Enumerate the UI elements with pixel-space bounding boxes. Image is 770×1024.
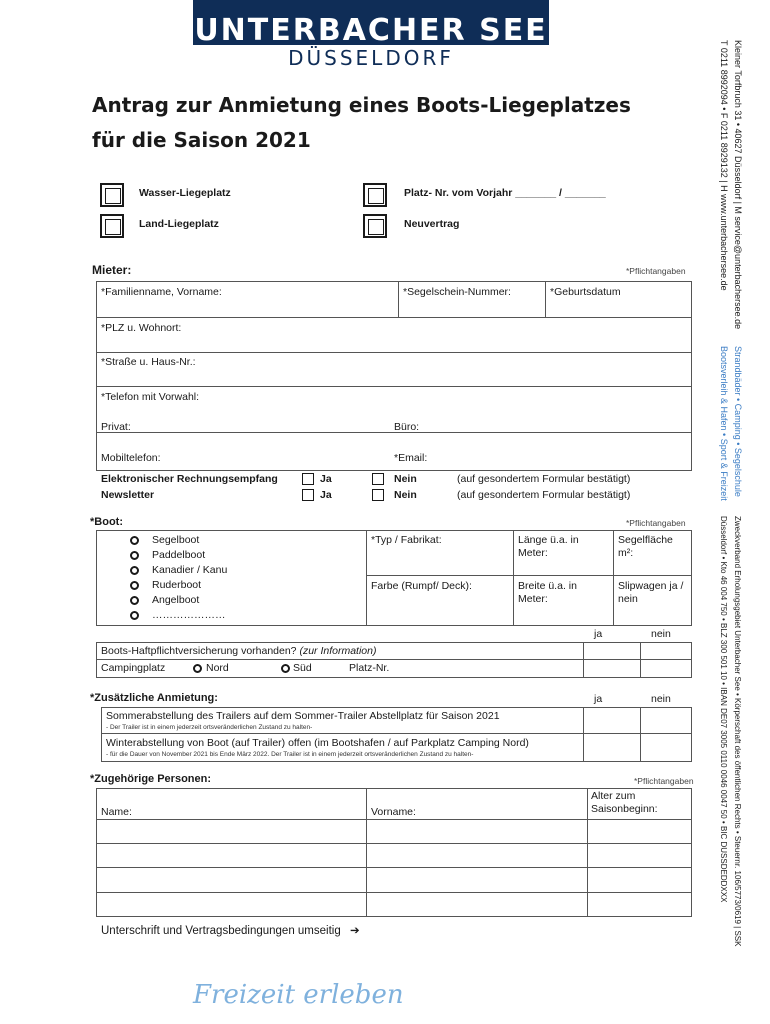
familienname-field[interactable]: *Familienname, Vorname: <box>101 286 222 298</box>
newsletter-note: (auf gesondertem Formular bestätigt) <box>457 489 631 501</box>
footer-slogan: Freizeit erleben <box>193 980 404 1010</box>
arrow-right-icon: ➔ <box>349 925 360 937</box>
zusatz-nein-header: nein <box>651 693 671 705</box>
boot-nein-header: nein <box>651 628 671 640</box>
rechnung-note: (auf gesondertem Formular bestätigt) <box>457 473 631 485</box>
land-label: Land-Liegeplatz <box>139 218 219 230</box>
logo-text: UNTERBACHER SEE <box>194 13 548 48</box>
divider <box>513 530 514 626</box>
divider <box>96 892 692 893</box>
paddelboot-radio[interactable] <box>130 551 139 560</box>
sommer-note: - Der Trailer ist in einem jederzeit ortsveränderlichen Zustand zu halten- <box>106 724 313 731</box>
divider <box>398 281 399 317</box>
divider <box>366 575 692 576</box>
newsletter-ja-checkbox[interactable] <box>302 489 314 501</box>
divider <box>96 386 692 387</box>
mieter-box <box>96 281 692 471</box>
farbe-field[interactable]: Farbe (Rumpf/ Deck): <box>371 580 472 592</box>
rechnung-ja-checkbox[interactable] <box>302 473 314 485</box>
sidebar-services-2: Bootsverleih & Hafen • Sport & Freizeit <box>719 346 729 501</box>
page-subtitle: für die Saison 2021 <box>92 128 311 152</box>
sommer-label: Sommerabstellung des Trailers auf dem Sommer-Trailer Abstellplatz für Saison 2021 <box>106 710 500 722</box>
newsletter-label: Newsletter <box>101 489 155 501</box>
personen-heading: *Zugehörige Personen: <box>90 773 212 785</box>
segelschein-field[interactable]: *Segelschein-Nummer: <box>403 286 511 298</box>
newsletter-nein-label: Nein <box>394 489 417 501</box>
rechnung-nein-checkbox[interactable] <box>372 473 384 485</box>
neuvertrag-label: Neuvertrag <box>404 218 460 230</box>
sued-label: Süd <box>293 662 312 674</box>
divider <box>96 317 692 318</box>
boot-required-note: *Pflichtangaben <box>626 518 686 528</box>
divider <box>640 642 641 678</box>
nord-radio[interactable] <box>193 664 202 673</box>
divider <box>96 843 692 844</box>
boat-type-item: Paddelboot <box>152 549 206 561</box>
zusatz-heading: *Zusätzliche Anmietung: <box>90 692 218 704</box>
divider <box>583 642 584 678</box>
other-boat-radio[interactable] <box>130 611 139 620</box>
divider <box>545 281 546 317</box>
personen-alter-header: Alter zum Saisonbeginn: <box>591 790 658 815</box>
haftpflicht-label: Boots-Haftpflichtversicherung vorhanden? (zur Information) <box>101 645 377 657</box>
camping-platznr-field[interactable]: Platz-Nr. <box>349 662 390 674</box>
divider <box>96 867 692 868</box>
plz-field[interactable]: *PLZ u. Wohnort: <box>101 322 182 334</box>
platznr-label: Platz- Nr. vom Vorjahr _______ / _______ <box>404 187 606 199</box>
newsletter-nein-checkbox[interactable] <box>372 489 384 501</box>
boat-type-item: Angelboot <box>152 594 200 606</box>
platznr-checkbox[interactable] <box>363 183 387 207</box>
geburtsdatum-field[interactable]: *Geburtsdatum <box>550 286 621 298</box>
privat-field[interactable]: Privat: <box>101 421 131 433</box>
sidebar-contact-1: Kleiner Torfbruch 31 • 40627 Düsseldorf | M service@unterbachersee.de <box>733 40 743 330</box>
divider <box>587 788 588 917</box>
sidebar-legal: Zweckverband Erholungsgebiet Unterbacher See • Körperschaft des öffentlichen Rechts • Steuernr. 106/5773/0619 | SSK Düsseldorf • Kto 46 004 750 • BLZ 300 501 10 • IBAN DE07 3005 0110 0046 0047 50 • BIC DUSSDEDDXXX <box>719 516 742 947</box>
slipwagen-field[interactable]: Slipwagen ja / nein <box>618 580 684 605</box>
boot-heading: *Boot: <box>90 516 123 528</box>
boat-type-item: Ruderboot <box>152 579 202 591</box>
laenge-field[interactable]: Länge ü.a. in Meter: <box>518 534 579 559</box>
camping-label: Campingplatz <box>101 662 166 674</box>
divider <box>96 819 692 820</box>
kanu-radio[interactable] <box>130 566 139 575</box>
telefon-label: *Telefon mit Vorwahl: <box>101 391 200 403</box>
strasse-field[interactable]: *Straße u. Haus-Nr.: <box>101 356 196 368</box>
divider <box>96 352 692 353</box>
boat-type-item: ………………… <box>152 609 226 621</box>
personen-name-header: Name: <box>101 806 132 818</box>
boat-type-item: Kanadier / Kanu <box>152 564 228 576</box>
logo-subtext: DÜSSELDORF <box>288 46 454 70</box>
rechnung-label: Elektronischer Rechnungsempfang <box>101 473 278 485</box>
divider <box>583 707 584 762</box>
nord-label: Nord <box>206 662 229 674</box>
sidebar-contact-2: T 0211 8992094 • F 0211 8929132 | H www.unterbachersee.de <box>719 40 729 291</box>
wasser-label: Wasser-Liegeplatz <box>139 187 231 199</box>
sued-radio[interactable] <box>281 664 290 673</box>
newsletter-ja-label: Ja <box>320 489 332 501</box>
sidebar-services-1: Strandbäder • Camping • Segelschule <box>733 346 743 497</box>
angelboot-radio[interactable] <box>130 596 139 605</box>
personen-required-note: *Pflichtangaben <box>634 776 694 786</box>
ruderboot-radio[interactable] <box>130 581 139 590</box>
divider <box>366 530 367 626</box>
divider <box>640 707 641 762</box>
winter-label: Winterabstellung von Boot (auf Trailer) offen (im Bootshafen / auf Parkplatz Camping Nord) <box>106 737 529 749</box>
rechnung-ja-label: Ja <box>320 473 332 485</box>
boot-ja-header: ja <box>594 628 603 640</box>
personen-vorname-header: Vorname: <box>371 806 416 818</box>
zusatz-ja-header: ja <box>594 693 603 705</box>
wasser-checkbox[interactable] <box>100 183 124 207</box>
divider <box>613 530 614 626</box>
typ-field[interactable]: *Typ / Fabrikat: <box>371 534 442 546</box>
neuvertrag-checkbox[interactable] <box>363 214 387 238</box>
rechnung-nein-label: Nein <box>394 473 417 485</box>
breite-field[interactable]: Breite ü.a. in Meter: <box>518 580 577 605</box>
buero-field[interactable]: Büro: <box>394 421 420 433</box>
winter-note: - für die Dauer von November 2021 bis Ende März 2022. Der Trailer ist in einem jederzeit ortsveränderlichen Zustand zu halten- <box>106 751 474 758</box>
divider <box>96 659 692 660</box>
email-field[interactable]: *Email: <box>394 452 428 464</box>
signature-note: Unterschrift und Vertragsbedingungen umseitig ➔ <box>101 925 360 937</box>
mobil-field[interactable]: Mobiltelefon: <box>101 452 161 464</box>
land-checkbox[interactable] <box>100 214 124 238</box>
segelboot-radio[interactable] <box>130 536 139 545</box>
page-title: Antrag zur Anmietung eines Boots-Liegeplatzes <box>92 93 631 117</box>
mieter-heading: Mieter: <box>92 263 132 277</box>
boat-type-item: Segelboot <box>152 534 200 546</box>
segelflaeche-field[interactable]: Segelfläche m²: <box>618 534 673 559</box>
divider <box>366 788 367 917</box>
mieter-required-note: *Pflichtangaben <box>626 266 686 276</box>
divider <box>101 733 692 734</box>
